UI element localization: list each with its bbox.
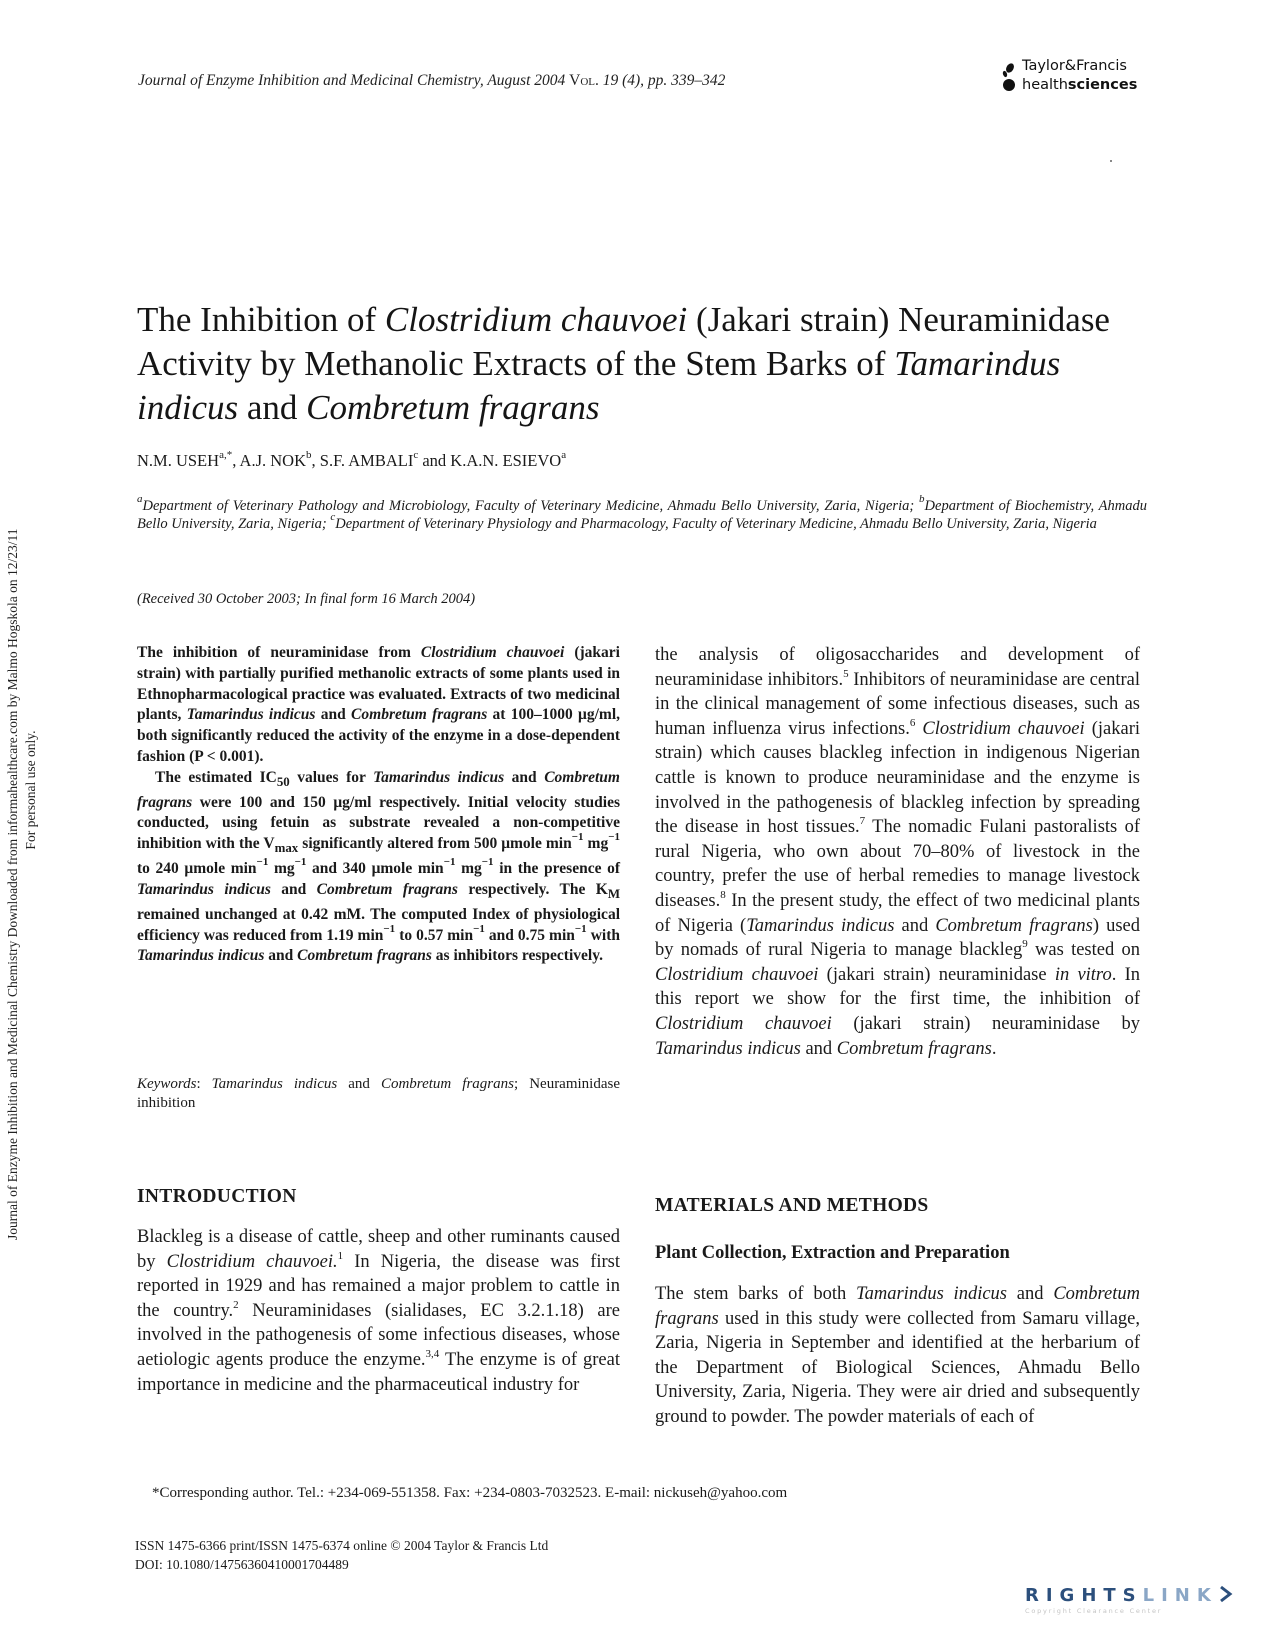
issue-pages: 19 (4), pp. 339–342 [602, 72, 726, 89]
speck [1110, 160, 1112, 162]
received-dates: (Received 30 October 2003; In final form 16 March 2004) [137, 591, 476, 607]
publisher-imprint: healthsciences [1022, 77, 1138, 93]
download-notice-line1: Journal of Enzyme Inhibition and Medicinal Chemistry Downloaded from informahealthcare.com by Malmo Hogskola on 12/23/11 [5, 528, 20, 1240]
article-title: The Inhibition of Clostridium chauvoei (Jakari strain) Neuraminidase Activity by Methanolic Extracts of the Stem Barks of Tamarindus indicus and Combretum fragrans [137, 300, 1110, 427]
vol-label: Vol. [569, 72, 599, 89]
affiliations: $^a$Department of Veterinary Pathology and Microbiology, Faculty of Veterinary Medicine, Ahmadu Bello University, Zaria, Nigeria; $^b$Department of Biochemistry, Ahmadu Bello University, Zaria, Nigeria; $^c$Department of Veterinary Physiology and Pharmacology, Faculty of Veterinary Medicine, Ahmadu Bello University, Zaria, Nigeria [137, 493, 1147, 532]
subsection-heading: Plant Collection, Extraction and Preparation [655, 1243, 1010, 1263]
issn-doi [135, 1536, 548, 1574]
publisher-logo [1000, 56, 1150, 100]
publisher-name: Taylor&Francis [1022, 58, 1127, 74]
introduction-continued: the analysis of oligosaccharides and development of neuraminidase inhibitors.$^5$ Inhibitors of neuraminidase are central in the clinical management of some infectious diseases, such as human influenza virus infections.$^6$ Clostridium chauvoei (jakari strain) which causes blackleg infection in indigenous Nigerian cattle is known to produce neuraminidase and the enzyme is involved in the pathogenesis of blackleg infection by spreading the disease in host tissues.$^7$ The nomadic Fulani pastoralists of rural Nigeria, who own about 70–80% of livestock in the country, prefer the use of herbal remedies to manage livestock diseases.$^8$ In the present study, the effect of two medicinal plants of Nigeria (Tamarindus indicus and Combretum fragrans) used by nomads of rural Nigeria to manage blackleg$^9$ was tested on Clostridium chauvoei (jakari strain) neuraminidase in vitro. In this report we show for the first time, the inhibition of Clostridium chauvoei (jakari strain) neuraminidase by Tamarindus indicus and Combretum fragrans. [655, 645, 1141, 1059]
abstract-paragraph: The inhibition of neuraminidase from Clostridium chauvoei (jakari strain) with partially purified methanolic extracts of some plants used in Ethnopharmacological practice was evaluated. Extracts of two medicinal plants, Tamarindus indicus and Combretum fragrans at 100–1000 μg/ml, both significantly reduced the activity of the enzyme in a dose-dependent fashion (P < 0.001). [137, 644, 620, 765]
rightslink-subtitle: Copyright Clearance Center [1025, 1607, 1163, 1615]
issn-line: ISSN 1475-6366 print/ISSN 1475-6374 online © 2004 Taylor & Francis Ltd [135, 1538, 549, 1553]
issue-date: August 2004 [487, 72, 566, 89]
section-heading-methods: MATERIALS AND METHODS [655, 1195, 929, 1216]
author-list: N.M. $USEH^{a,*}$, A.J. NOK$^b$, S.F. AMBALI$^c$ and K.A.N. ESIEVO$^a$ [137, 449, 567, 470]
abstract [137, 643, 620, 967]
download-notice-line2: For personal use only. [23, 730, 38, 850]
download-notice [4, 528, 38, 1240]
methods-text: The stem barks of both Tamarindus indicus and Combretum fragrans used in this study were collected from Samaru village, Zaria, Nigeria in September and identified at the herbarium of the Department of Biological Sciences, Ahmadu Bello University, Zaria, Nigeria. They were air dried and subsequently ground to powder. The powder materials of each of [655, 1284, 1140, 1427]
taylor-francis-logo-icon [1000, 62, 1018, 92]
keywords: Keywords: Tamarindus indicus and Combretum fragrans; Neuraminidase inhibition [137, 1076, 620, 1111]
abstract-paragraph: The estimated $IC_{50}$ values for Tamarindus indicus and Combretum fragrans were 100 and 150 μg/ml respectively. Initial velocity studies conducted, using fetuin as substrate revealed a non-competitive inhibition with the $V_{max}$ significantly altered from 500 μmole $\min^{-1} mg^{-1}$ to 240 μmole $\min^{-1} mg^{-1}$ and 340 μmole $\min^{-1} mg^{-1}$ in the presence of Tamarindus indicus and Combretum fragrans respectively. The $K_M$ remained unchanged at 0.42 mM. The computed Index of physiological efficiency was reduced from 1.19 $\min^{-1}$ to 0.57 $\min^{-1}$ and 0.75 $\min^{-1}$ with Tamarindus indicus and Combretum fragrans as inhibitors respectively. [137, 768, 621, 965]
journal-name: Journal of Enzyme Inhibition and Medicinal Chemistry, [138, 72, 484, 89]
doi-line: DOI: 10.1080/14756360410001704489 [135, 1557, 349, 1572]
section-heading-introduction: INTRODUCTION [137, 1186, 297, 1207]
journal-citation [138, 72, 725, 90]
introduction-text: Blackleg is a disease of cattle, sheep and other ruminants caused by Clostridium chauvoei.$^1$ In Nigeria, the disease was first reported in 1929 and has remained a major problem to cattle in the country.$^2$ Neuraminidases (sialidases, EC 3.2.1.18) are involved in the pathogenesis of some infectious diseases, whose aetiologic agents produce the enzyme.$^{3,4}$ The enzyme is of great importance in medicine and the pharmaceutical industry for [137, 1227, 621, 1395]
rightslink-arrow-icon [1218, 1585, 1234, 1603]
corresponding-author-footnote: *Corresponding author. Tel.: +234-069-551358. Fax: +234-0803-7032523. E-mail: nickuseh@yahoo.com [152, 1485, 788, 1501]
rightslink-logo[interactable]: RIGHTSLINK Copyright Clearance Center [1025, 1585, 1265, 1625]
